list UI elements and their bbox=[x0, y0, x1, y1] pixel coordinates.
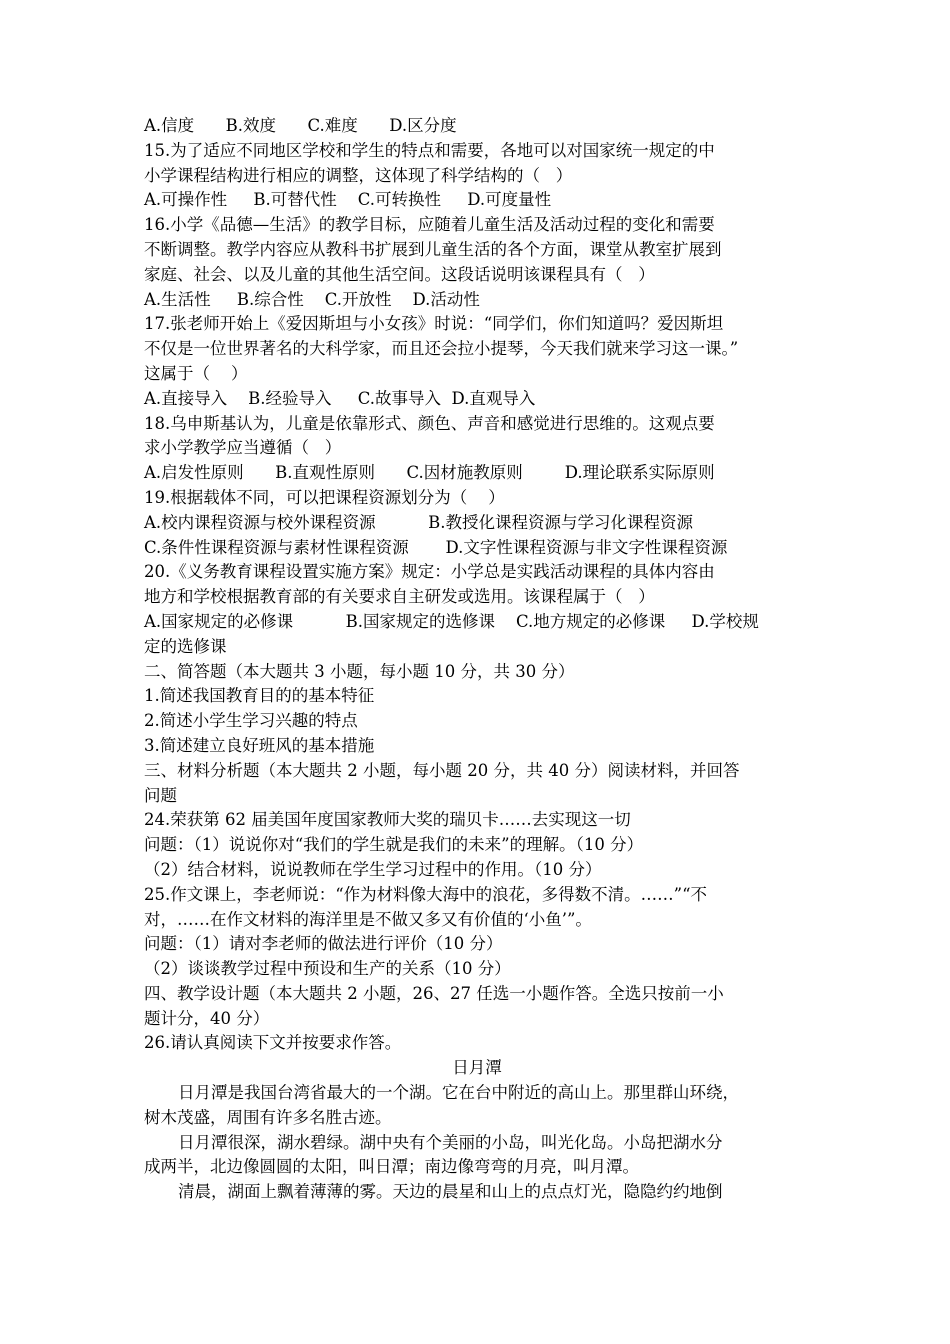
text-line: A.生活性 B.综合性 C.开放性 D.活动性 bbox=[144, 289, 480, 309]
text-line: 问题：（1）请对李老师的做法进行评价（10 分） bbox=[144, 934, 503, 954]
text-line: 这属于（ ） bbox=[144, 363, 248, 383]
article-line: 日月潭是我国台湾省最大的一个湖。它在台中附近的高山上。那里群山环绕， bbox=[178, 1083, 739, 1103]
text-line: 不断调整。教学内容应从教科书扩展到儿童生活的各个方面，课堂从教室扩展到 bbox=[144, 239, 722, 259]
text-line: A.校内课程资源与校外课程资源 B.教授化课程资源与学习化课程资源 bbox=[144, 512, 693, 532]
question-lines bbox=[144, 114, 810, 1056]
text-line: 18.乌申斯基认为，儿童是依靠形式、颜色、声音和感觉进行思维的。这观点要 bbox=[144, 413, 715, 433]
text-line: A.信度 B.效度 C.难度 D.区分度 bbox=[144, 116, 457, 135]
text-line: 家庭、社会、以及儿童的其他生活空间。这段话说明该课程具有（ ） bbox=[144, 264, 655, 284]
text-line: A.国家规定的必修课 B.国家规定的选修课 C.地方规定的必修课 D.学校规 bbox=[144, 611, 759, 631]
text-line: 1.简述我国教育目的的基本特征 bbox=[144, 686, 375, 706]
text-line: 20.《义务教育课程设置实施方案》规定：小学总是实践活动课程的具体内容由 bbox=[144, 562, 715, 582]
text-line: （2）谈谈教学过程中预设和生产的关系（10 分） bbox=[144, 959, 511, 979]
text-line: 24.荣获第 62 届美国年度国家教师大奖的瑞贝卡……去实现这一切 bbox=[144, 810, 631, 830]
text-line: A.可操作性 B.可替代性 C.可转换性 D.可度量性 bbox=[144, 190, 552, 210]
article-line: 成两半，北边像圆圆的太阳，叫日潭；南边像弯弯的月亮，叫月潭。 bbox=[144, 1157, 639, 1177]
text-line: 2.简述小学生学习兴趣的特点 bbox=[144, 711, 358, 731]
text-line: 问题：（1）说说你对“我们的学生就是我们的未来”的理解。（10 分） bbox=[144, 835, 644, 855]
article-title: 日月潭 bbox=[452, 1058, 502, 1078]
text-line: A.启发性原则 B.直观性原则 C.因材施教原则 D.理论联系实际原则 bbox=[144, 463, 715, 483]
article-line: 日月潭很深，湖水碧绿。湖中央有个美丽的小岛，叫光化岛。小岛把湖水分 bbox=[178, 1132, 723, 1152]
text-line: 二、简答题（本大题共 3 小题，每小题 10 分，共 30 分） bbox=[144, 661, 575, 681]
text-line: 题计分，40 分） bbox=[144, 1008, 270, 1028]
text-line: 19.根据载体不同，可以把课程资源划分为（ ） bbox=[144, 487, 505, 507]
text-line: 17.张老师开始上《爱因斯坦与小女孩》时说：“同学们，你们知道吗？爱因斯坦 bbox=[144, 314, 724, 334]
text-line: 问题 bbox=[144, 785, 177, 805]
article-line: 树木茂盛，周围有许多名胜古迹。 bbox=[144, 1107, 392, 1127]
text-line: 26.请认真阅读下文并按要求作答。 bbox=[144, 1033, 402, 1053]
text-line: 定的选修课 bbox=[144, 636, 227, 656]
text-line: C.条件性课程资源与素材性课程资源 D.文字性课程资源与非文字性课程资源 bbox=[144, 537, 728, 557]
text-line: （2）结合材料，说说教师在学生学习过程中的作用。（10 分） bbox=[144, 859, 602, 879]
text-line: 四、教学设计题（本大题共 2 小题，26、27 任选一小题作答。全选只按前一小 bbox=[144, 983, 724, 1003]
text-line: 小学课程结构进行相应的调整，这体现了科学结构的（ ） bbox=[144, 165, 573, 185]
exam-page bbox=[144, 114, 810, 1205]
text-line: A.直接导入 B.经验导入 C.故事导入 D.直观导入 bbox=[144, 388, 536, 408]
text-line: 地方和学校根据教育部的有关要求自主研发或选用。该课程属于（ ） bbox=[144, 587, 655, 607]
article-line: 清晨，湖面上飘着薄薄的雾。天边的晨星和山上的点点灯光，隐隐约约地倒 bbox=[178, 1182, 723, 1202]
text-line: 25.作文课上，李老师说：“作为材料像大海中的浪花，多得数不清。……”“不 bbox=[144, 884, 708, 904]
text-line: 15.为了适应不同地区学校和学生的特点和需要，各地可以对国家统一规定的中 bbox=[144, 140, 715, 160]
text-line: 三、材料分析题（本大题共 2 小题，每小题 20 分，共 40 分）阅读材料，并回答 bbox=[144, 760, 740, 780]
text-line: 求小学教学应当遵循（ ） bbox=[144, 438, 342, 458]
text-line: 对，……在作文材料的海洋里是不做又多又有价值的‘小鱼’”。 bbox=[144, 909, 592, 929]
text-line: 16.小学《品德—生活》的教学目标，应随着儿童生活及活动过程的变化和需要 bbox=[144, 215, 715, 235]
text-line: 3.简述建立良好班风的基本措施 bbox=[144, 735, 375, 755]
article-body bbox=[144, 1081, 810, 1205]
text-line: 不仅是一位世界著名的大科学家，而且还会拉小提琴，今天我们就来学习这一课。” bbox=[144, 339, 739, 359]
